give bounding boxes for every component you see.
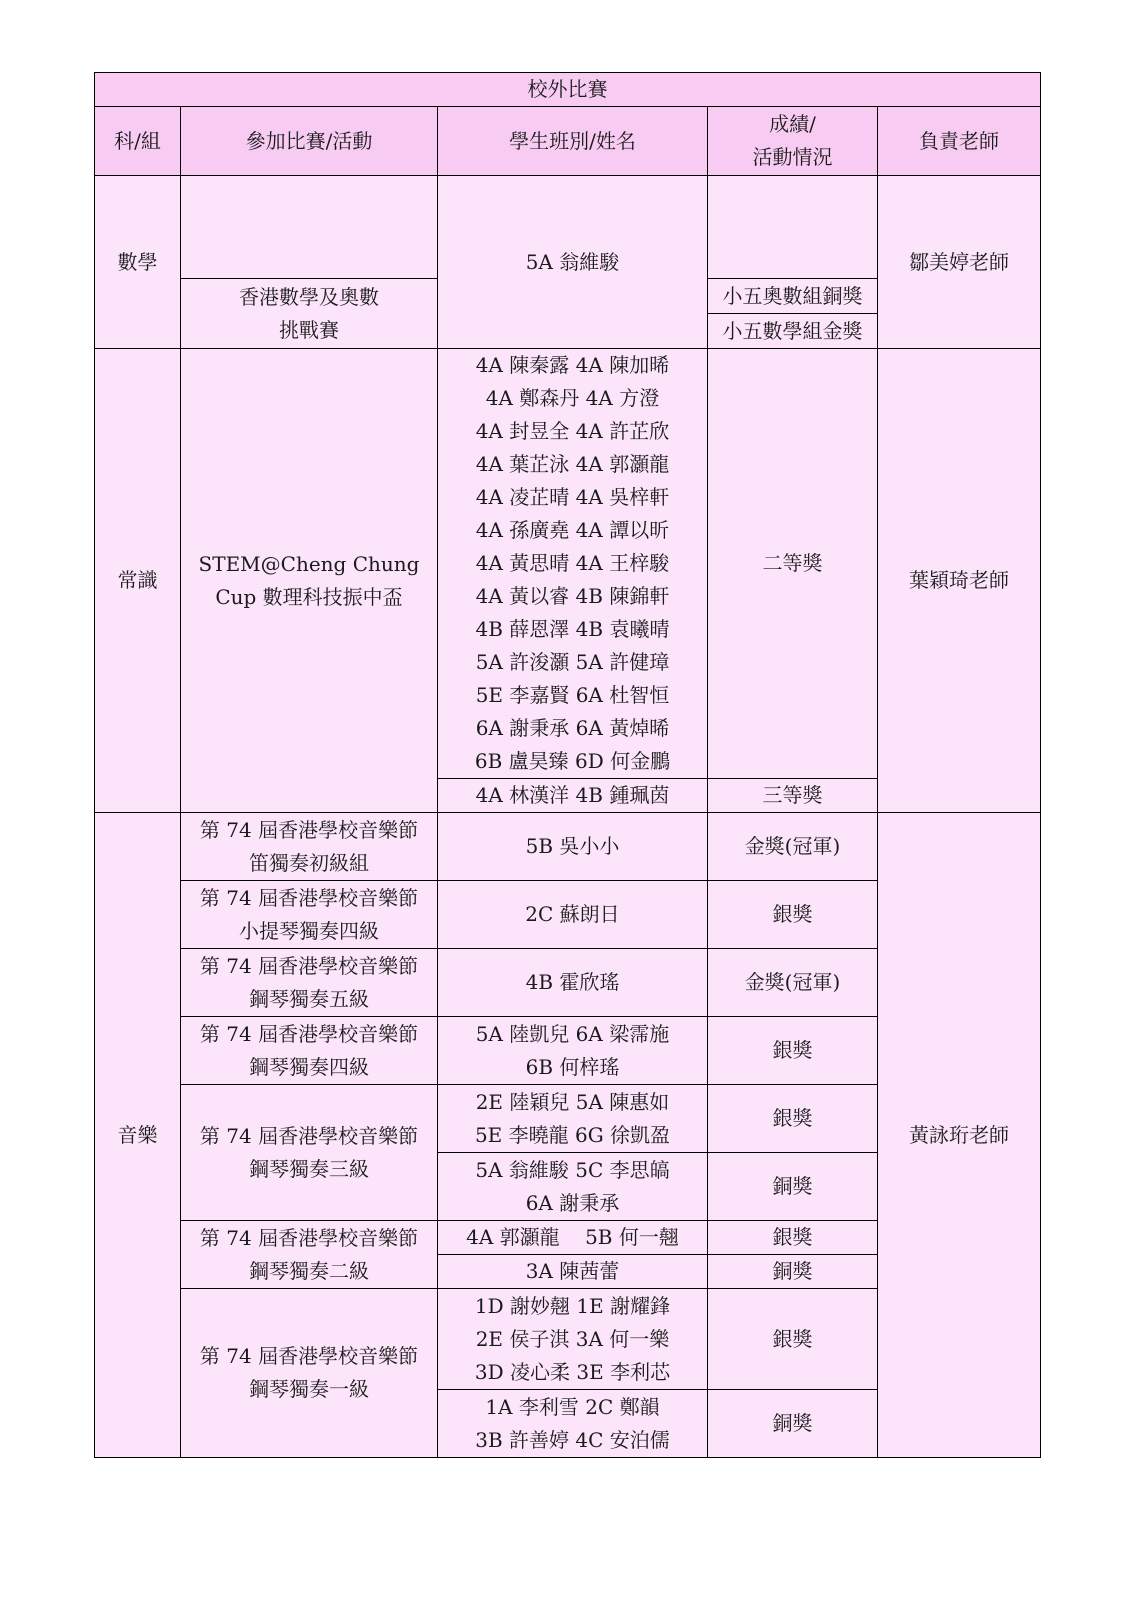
students-cell bbox=[438, 1153, 708, 1221]
activity-line: STEM@Cheng Chung bbox=[198, 551, 420, 576]
result-cell: 小五奧數組銅獎 bbox=[708, 279, 878, 314]
category-line: 鋼琴獨奏四級 bbox=[249, 1054, 369, 1079]
category-line: 鋼琴獨奏二級 bbox=[249, 1258, 369, 1283]
festival-line: 第 74 屆香港學校音樂節 bbox=[199, 1225, 419, 1250]
activity-line: Cup 數理科技振中盃 bbox=[215, 584, 403, 609]
festival-line: 第 74 屆香港學校音樂節 bbox=[199, 1021, 419, 1046]
result-cell: 銅獎 bbox=[708, 1390, 878, 1458]
result-cell: 二等獎 bbox=[708, 349, 878, 779]
teacher-cell: 黃詠珩老師 bbox=[878, 813, 1041, 1458]
student-line: 1A 李利雪 2C 鄭韻 bbox=[485, 1394, 660, 1419]
header-students: 學生班別/姓名 bbox=[438, 107, 708, 176]
result-cell: 銅獎 bbox=[708, 1153, 878, 1221]
table-row bbox=[95, 813, 1041, 881]
student-line: 4A 凌芷晴 4A 吳梓軒 bbox=[475, 485, 670, 509]
result-cell-empty bbox=[708, 176, 878, 279]
student-line: 4A 鄭森丹 4A 方澄 bbox=[485, 386, 660, 410]
header-teacher: 負責老師 bbox=[878, 107, 1041, 176]
festival-line: 第 74 屆香港學校音樂節 bbox=[199, 953, 419, 978]
activity-cell bbox=[181, 349, 438, 813]
activity-cell bbox=[181, 813, 438, 881]
activity-cell bbox=[181, 279, 438, 349]
student-line: 4A 黃思晴 4A 王梓駿 bbox=[475, 551, 670, 575]
result-cell: 銀獎 bbox=[708, 1221, 878, 1255]
result-cell: 金獎(冠軍) bbox=[708, 949, 878, 1017]
student-line: 5A 翁維駿 5C 李思皜 bbox=[475, 1157, 670, 1182]
students-cell bbox=[438, 1017, 708, 1085]
activity-line: 香港數學及奧數 bbox=[239, 284, 379, 309]
subject-cell: 音樂 bbox=[95, 813, 181, 1458]
student-line: 1D 謝妙翹 1E 謝耀鋒 bbox=[474, 1293, 671, 1318]
table-title-row bbox=[95, 73, 1041, 107]
student-line: 5A 陸凱兒 6A 梁霈施 bbox=[475, 1021, 670, 1046]
activity-cell bbox=[181, 881, 438, 949]
activity-cell bbox=[181, 1289, 438, 1458]
student-line: 6B 盧昊臻 6D 何金鵬 bbox=[474, 749, 671, 773]
students-cell: 2C 蘇朗日 bbox=[438, 881, 708, 949]
student-line: 4A 陳秦露 4A 陳加晞 bbox=[475, 353, 670, 377]
students-cell bbox=[438, 1085, 708, 1153]
student-line: 4A 黃以睿 4B 陳錦軒 bbox=[475, 584, 670, 608]
header-result-line2: 活動情況 bbox=[752, 145, 833, 169]
students-cell: 5B 吳小小 bbox=[438, 813, 708, 881]
category-line: 小提琴獨奏四級 bbox=[239, 918, 379, 943]
students-cell: 5A 翁維駿 bbox=[438, 176, 708, 349]
subject-cell: 數學 bbox=[95, 176, 181, 349]
student-line: 4A 孫廣堯 4A 譚以昕 bbox=[475, 518, 670, 542]
student-line: 2E 陸穎兒 5A 陳惠如 bbox=[475, 1089, 670, 1114]
festival-line: 第 74 屆香港學校音樂節 bbox=[199, 1123, 419, 1148]
header-activity: 參加比賽/活動 bbox=[181, 107, 438, 176]
student-line: 3D 凌心柔 3E 李利芯 bbox=[474, 1359, 671, 1384]
category-line: 鋼琴獨奏三級 bbox=[249, 1156, 369, 1181]
activity-cell bbox=[181, 1085, 438, 1221]
student-line: 2E 侯子淇 3A 何一樂 bbox=[475, 1326, 670, 1351]
category-line: 鋼琴獨奏五級 bbox=[249, 986, 369, 1011]
table-title: 校外比賽 bbox=[95, 73, 1041, 107]
festival-line: 第 74 屆香港學校音樂節 bbox=[199, 885, 419, 910]
activity-cell-empty bbox=[181, 176, 438, 279]
table-row bbox=[95, 349, 1041, 779]
festival-line: 第 74 屆香港學校音樂節 bbox=[199, 817, 419, 842]
header-result bbox=[708, 107, 878, 176]
category-line: 鋼琴獨奏一級 bbox=[249, 1377, 369, 1401]
category-line: 笛獨奏初級組 bbox=[249, 850, 369, 875]
table-row bbox=[95, 176, 1041, 279]
students-cell: 3A 陳茜蕾 bbox=[438, 1255, 708, 1289]
festival-line: 第 74 屆香港學校音樂節 bbox=[199, 1344, 419, 1368]
students-cell bbox=[438, 1390, 708, 1458]
students-cell: 4A 郭灝龍 5B 何一翹 bbox=[438, 1221, 708, 1255]
student-line: 4A 封昱全 4A 許芷欣 bbox=[475, 419, 670, 443]
header-result-line1: 成績/ bbox=[769, 112, 816, 136]
competition-table bbox=[94, 72, 1041, 1458]
result-cell: 銅獎 bbox=[708, 1255, 878, 1289]
activity-cell bbox=[181, 949, 438, 1017]
result-cell: 銀獎 bbox=[708, 881, 878, 949]
student-line: 4B 薛恩澤 4B 袁曦晴 bbox=[475, 617, 670, 641]
student-line: 4A 葉芷泳 4A 郭灝龍 bbox=[475, 452, 670, 476]
activity-cell bbox=[181, 1221, 438, 1289]
activity-cell bbox=[181, 1017, 438, 1085]
teacher-cell: 鄒美婷老師 bbox=[878, 176, 1041, 349]
students-cell: 4A 林漢洋 4B 鍾珮茵 bbox=[438, 779, 708, 813]
header-row bbox=[95, 107, 1041, 176]
teacher-cell: 葉穎琦老師 bbox=[878, 349, 1041, 813]
student-line: 3B 許善婷 4C 安泊儒 bbox=[475, 1427, 670, 1452]
header-subject: 科/組 bbox=[95, 107, 181, 176]
student-line: 6B 何梓瑤 bbox=[525, 1054, 620, 1079]
subject-cell: 常識 bbox=[95, 349, 181, 813]
result-cell: 銀獎 bbox=[708, 1289, 878, 1390]
result-cell: 銀獎 bbox=[708, 1017, 878, 1085]
student-line: 5E 李曉龍 6G 徐凱盈 bbox=[474, 1122, 671, 1147]
activity-line: 挑戰賽 bbox=[279, 317, 339, 342]
student-line: 6A 謝秉承 bbox=[525, 1190, 620, 1215]
result-cell: 銀獎 bbox=[708, 1085, 878, 1153]
result-cell: 小五數學組金獎 bbox=[708, 314, 878, 349]
student-line: 6A 謝秉承 6A 黃焯晞 bbox=[475, 716, 670, 740]
students-cell bbox=[438, 1289, 708, 1390]
result-cell: 三等獎 bbox=[708, 779, 878, 813]
student-line: 5E 李嘉賢 6A 杜智恒 bbox=[475, 683, 670, 707]
result-cell: 金獎(冠軍) bbox=[708, 813, 878, 881]
students-cell bbox=[438, 349, 708, 779]
student-line: 5A 許浚灝 5A 許健璋 bbox=[475, 650, 670, 674]
students-cell: 4B 霍欣瑤 bbox=[438, 949, 708, 1017]
